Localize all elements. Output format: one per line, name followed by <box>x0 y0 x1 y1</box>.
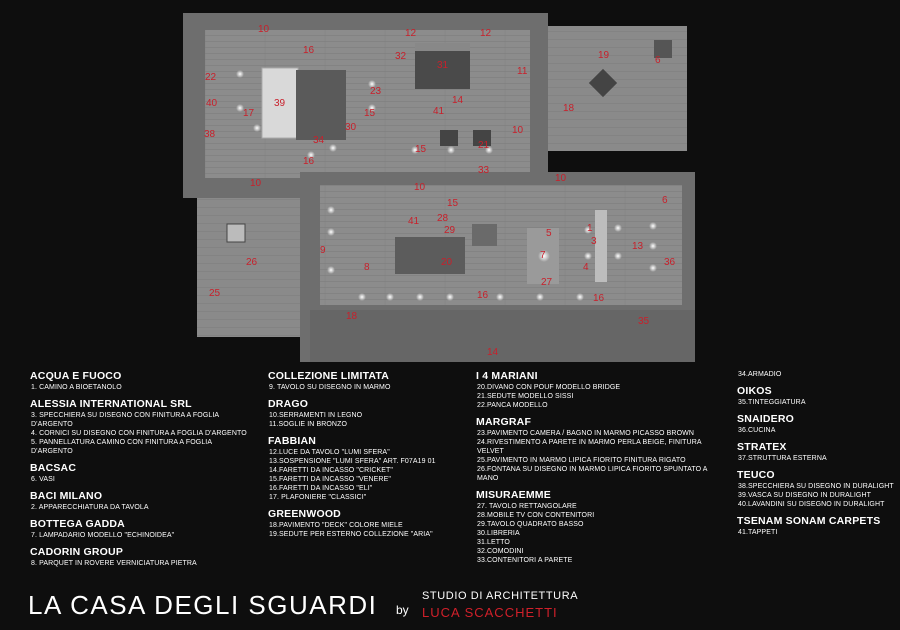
supplier-block <box>476 370 726 410</box>
supplier-item: 2. APPARECCHIATURA DA TAVOLA <box>31 504 149 511</box>
supplier-item: 15.FARETTI DA INCASSO "VENERE" <box>269 476 391 483</box>
supplier-item: 1. CAMINO A BIOETANOLO <box>31 384 122 391</box>
plan-label: 22 <box>205 72 217 83</box>
supplier-block <box>268 370 468 392</box>
plan-label: 9 <box>320 245 326 256</box>
supplier-item: 13.SOSPENSIONE "LUMI SFERA" ART. F07A19 01 <box>269 458 436 465</box>
plan-label: 10 <box>512 125 524 136</box>
supplier-item: 20.DIVANO CON POUF MODELLO BRIDGE <box>477 384 621 391</box>
plan-label: 26 <box>246 257 258 268</box>
legend-column-4 <box>737 370 897 543</box>
supplier-name: BACSAC <box>30 462 77 474</box>
plan-label: 15 <box>415 144 427 155</box>
supplier-item: 36.CUCINA <box>738 427 776 434</box>
plan-label: 1 <box>587 223 593 234</box>
supplier-name: GREENWOOD <box>268 508 341 520</box>
supplier-item: 24.RIVESTIMENTO A PARETE IN MARMO PERLA BEIGE, FINITURA VELVET <box>477 439 702 455</box>
supplier-item: 16.FARETTI DA INCASSO "ELI" <box>269 485 373 492</box>
armchair-1 <box>440 130 458 146</box>
supplier-name: OIKOS <box>737 385 772 397</box>
plan-label: 15 <box>447 198 459 209</box>
plan-label: 16 <box>303 45 315 56</box>
kitchen-island <box>595 210 607 282</box>
plan-label: 41 <box>433 106 445 117</box>
plan-label: 18 <box>563 103 575 114</box>
supplier-name: TEUCO <box>737 469 775 481</box>
supplier-item: 9. TAVOLO SU DISEGNO IN MARMO <box>269 384 391 391</box>
supplier-item: 33.CONTENITORI A PARETE <box>477 557 573 564</box>
supplier-item: 19.SEDUTE PER ESTERNO COLLEZIONE "ARIA" <box>269 531 433 538</box>
plan-label: 41 <box>408 216 420 227</box>
supplier-item: 21.SEDUTE MODELLO SISSI <box>477 393 574 400</box>
plan-label: 10 <box>258 24 270 35</box>
architect-name: LUCA SCACCHETTI <box>422 605 558 620</box>
supplier-name: BOTTEGA GADDA <box>30 518 125 530</box>
plan-label: 32 <box>395 51 407 62</box>
supplier-name: I 4 MARIANI <box>476 370 538 382</box>
fountain <box>227 224 245 242</box>
supplier-block <box>268 435 468 502</box>
supplier-name: MARGRAF <box>476 416 532 428</box>
plan-label: 38 <box>204 129 216 140</box>
plan-label: 16 <box>593 293 605 304</box>
supplier-block <box>30 518 250 540</box>
plan-label: 10 <box>555 173 567 184</box>
supplier-item: 23.PAVIMENTO CAMERA / BAGNO IN MARMO PICASSO BROWN <box>477 430 694 437</box>
supplier-block <box>268 508 468 539</box>
supplier-item: 32.COMODINI <box>477 548 524 555</box>
supplier-item: 12.LUCE DA TAVOLO "LUMI SFERA" <box>269 449 390 456</box>
plan-label: 30 <box>345 122 357 133</box>
lower-floor <box>320 185 682 305</box>
project-title: LA CASA DEGLI SGUARDI <box>28 590 378 620</box>
supplier-block <box>737 413 897 435</box>
supplier-name: MISURAEMME <box>476 489 551 501</box>
supplier-item: 31.LETTO <box>477 539 510 546</box>
supplier-name: SNAIDERO <box>737 413 795 425</box>
supplier-item: 40.LAVANDINI SU DISEGNO IN DURALIGHT <box>738 501 885 508</box>
supplier-item: 3. SPECCHIERA SU DISEGNO CON FINITURA A FOGLIA D'ARGENTO <box>31 412 219 428</box>
supplier-item: 22.PANCA MODELLO <box>477 402 548 409</box>
supplier-name: ALESSIA INTERNATIONAL SRL <box>30 398 192 410</box>
plan-label: 12 <box>405 28 417 39</box>
supplier-block <box>30 398 250 456</box>
supplier-block <box>30 490 250 512</box>
plan-label: 18 <box>346 311 358 322</box>
plan-label: 6 <box>655 55 661 66</box>
supplier-item: 37.STRUTTURA ESTERNA <box>738 455 827 462</box>
supplier-item: 5. PANNELLATURA CAMINO CON FINITURA A FOGLIA D'ARGENTO <box>31 439 212 455</box>
supplier-name: DRAGO <box>268 398 309 410</box>
supplier-block <box>268 398 468 429</box>
supplier-block <box>737 441 897 463</box>
plan-label: 12 <box>480 28 492 39</box>
supplier-name: STRATEX <box>737 441 787 453</box>
plan-label: 11 <box>517 66 528 77</box>
legend-column-3 <box>476 370 726 571</box>
plan-label: 3 <box>591 236 597 247</box>
plan-label: 28 <box>437 213 449 224</box>
supplier-block <box>30 462 250 484</box>
supplier-item: 28.MOBILE TV CON CONTENITORI <box>477 512 595 519</box>
supplier-item: 6. VASI <box>31 476 55 483</box>
supplier-item: 34.ARMADIO <box>738 371 782 378</box>
supplier-block <box>737 515 897 537</box>
plan-label: 4 <box>583 262 589 273</box>
plan-label: 6 <box>662 195 668 206</box>
plan-label: 17 <box>243 108 255 119</box>
plan-label: 7 <box>540 250 546 261</box>
by-label: by <box>396 603 409 617</box>
supplier-name: ACQUA E FUOCO <box>30 370 122 382</box>
supplier-item: 25.PAVIMENTO IN MARMO LIPICA FIORITO FINITURA RIGATO <box>477 457 686 464</box>
legend-column-1 <box>30 370 250 574</box>
studio-label: STUDIO DI ARCHITETTURA <box>422 590 579 602</box>
plan-label: 36 <box>664 257 676 268</box>
plan-label: 20 <box>441 257 453 268</box>
plan-label: 5 <box>546 228 552 239</box>
supplier-item: 7. LAMPADARIO MODELLO "ECHINOIDEA" <box>31 532 175 539</box>
supplier-item: 17. PLAFONIERE "CLASSICI" <box>269 494 367 501</box>
plan-label: 16 <box>303 156 315 167</box>
plan-label: 35 <box>638 316 650 327</box>
supplier-item: 18.PAVIMENTO "DECK" COLORE MIELE <box>269 522 403 529</box>
supplier-block <box>30 370 250 392</box>
plan-label: 16 <box>477 290 489 301</box>
supplier-item: 8. PARQUET IN ROVERE VERNICIATURA PIETRA <box>31 560 197 567</box>
plan-label: 10 <box>414 182 426 193</box>
plan-label: 40 <box>206 98 218 109</box>
supplier-item: 41.TAPPETI <box>738 529 778 536</box>
supplier-item: 4. CORNICI SU DISEGNO CON FINITURA A FOGLIA D'ARGENTO <box>31 430 247 437</box>
supplier-item: 35.TINTEGGIATURA <box>738 399 806 406</box>
supplier-block <box>476 416 726 483</box>
supplier-item: 29.TAVOLO QUADRATO BASSO <box>477 521 584 528</box>
supplier-name: FABBIAN <box>268 435 317 447</box>
plan-label: 25 <box>209 288 221 299</box>
supplier-block <box>737 469 897 509</box>
supplier-item: 38.SPECCHIERA SU DISEGNO IN DURALIGHT <box>738 483 894 490</box>
supplier-block <box>737 385 897 407</box>
plan-label: 21 <box>478 140 490 151</box>
plan-label: 14 <box>452 95 464 106</box>
plan-label: 29 <box>444 225 456 236</box>
plan-label: 23 <box>370 86 382 97</box>
supplier-name: CADORIN GROUP <box>30 546 124 558</box>
upper-floor <box>205 30 530 178</box>
plan-label: 10 <box>250 178 262 189</box>
plan-label: 33 <box>478 165 490 176</box>
low-table <box>472 224 497 246</box>
plan-label: 19 <box>598 50 610 61</box>
plan-label: 8 <box>364 262 370 273</box>
sofa <box>395 237 465 274</box>
supplier-block <box>476 489 726 565</box>
plan-label: 39 <box>274 98 286 109</box>
supplier-item: 11.SOGLIE IN BRONZO <box>269 421 348 428</box>
legend-column-2 <box>268 370 468 545</box>
supplier-item: 27. TAVOLO RETTANGOLARE <box>477 503 577 510</box>
supplier-item: 26.FONTANA SU DISEGNO IN MARMO LIPICA FIORITO SPUNTATO A MANO <box>477 466 708 482</box>
supplier-item: 30.LIBRERIA <box>477 530 520 537</box>
supplier-name: BACI MILANO <box>30 490 103 502</box>
supplier-block <box>737 370 897 379</box>
supplier-name: COLLEZIONE LIMITATA <box>268 370 390 382</box>
plan-label: 34 <box>313 135 325 146</box>
plan-label: 14 <box>487 347 499 358</box>
plan-label: 15 <box>364 108 376 119</box>
supplier-block <box>30 546 250 568</box>
double-bed <box>296 70 346 140</box>
plan-label: 31 <box>437 60 449 71</box>
supplier-item: 10.SERRAMENTI IN LEGNO <box>269 412 363 419</box>
supplier-name: TSENAM SONAM CARPETS <box>737 515 881 527</box>
plan-label: 27 <box>541 277 553 288</box>
bed-pillows <box>415 43 470 51</box>
plan-label: 13 <box>632 241 644 252</box>
supplier-item: 39.VASCA SU DISEGNO IN DURALIGHT <box>738 492 871 499</box>
supplier-item: 14.FARETTI DA INCASSO "CRICKET" <box>269 467 393 474</box>
